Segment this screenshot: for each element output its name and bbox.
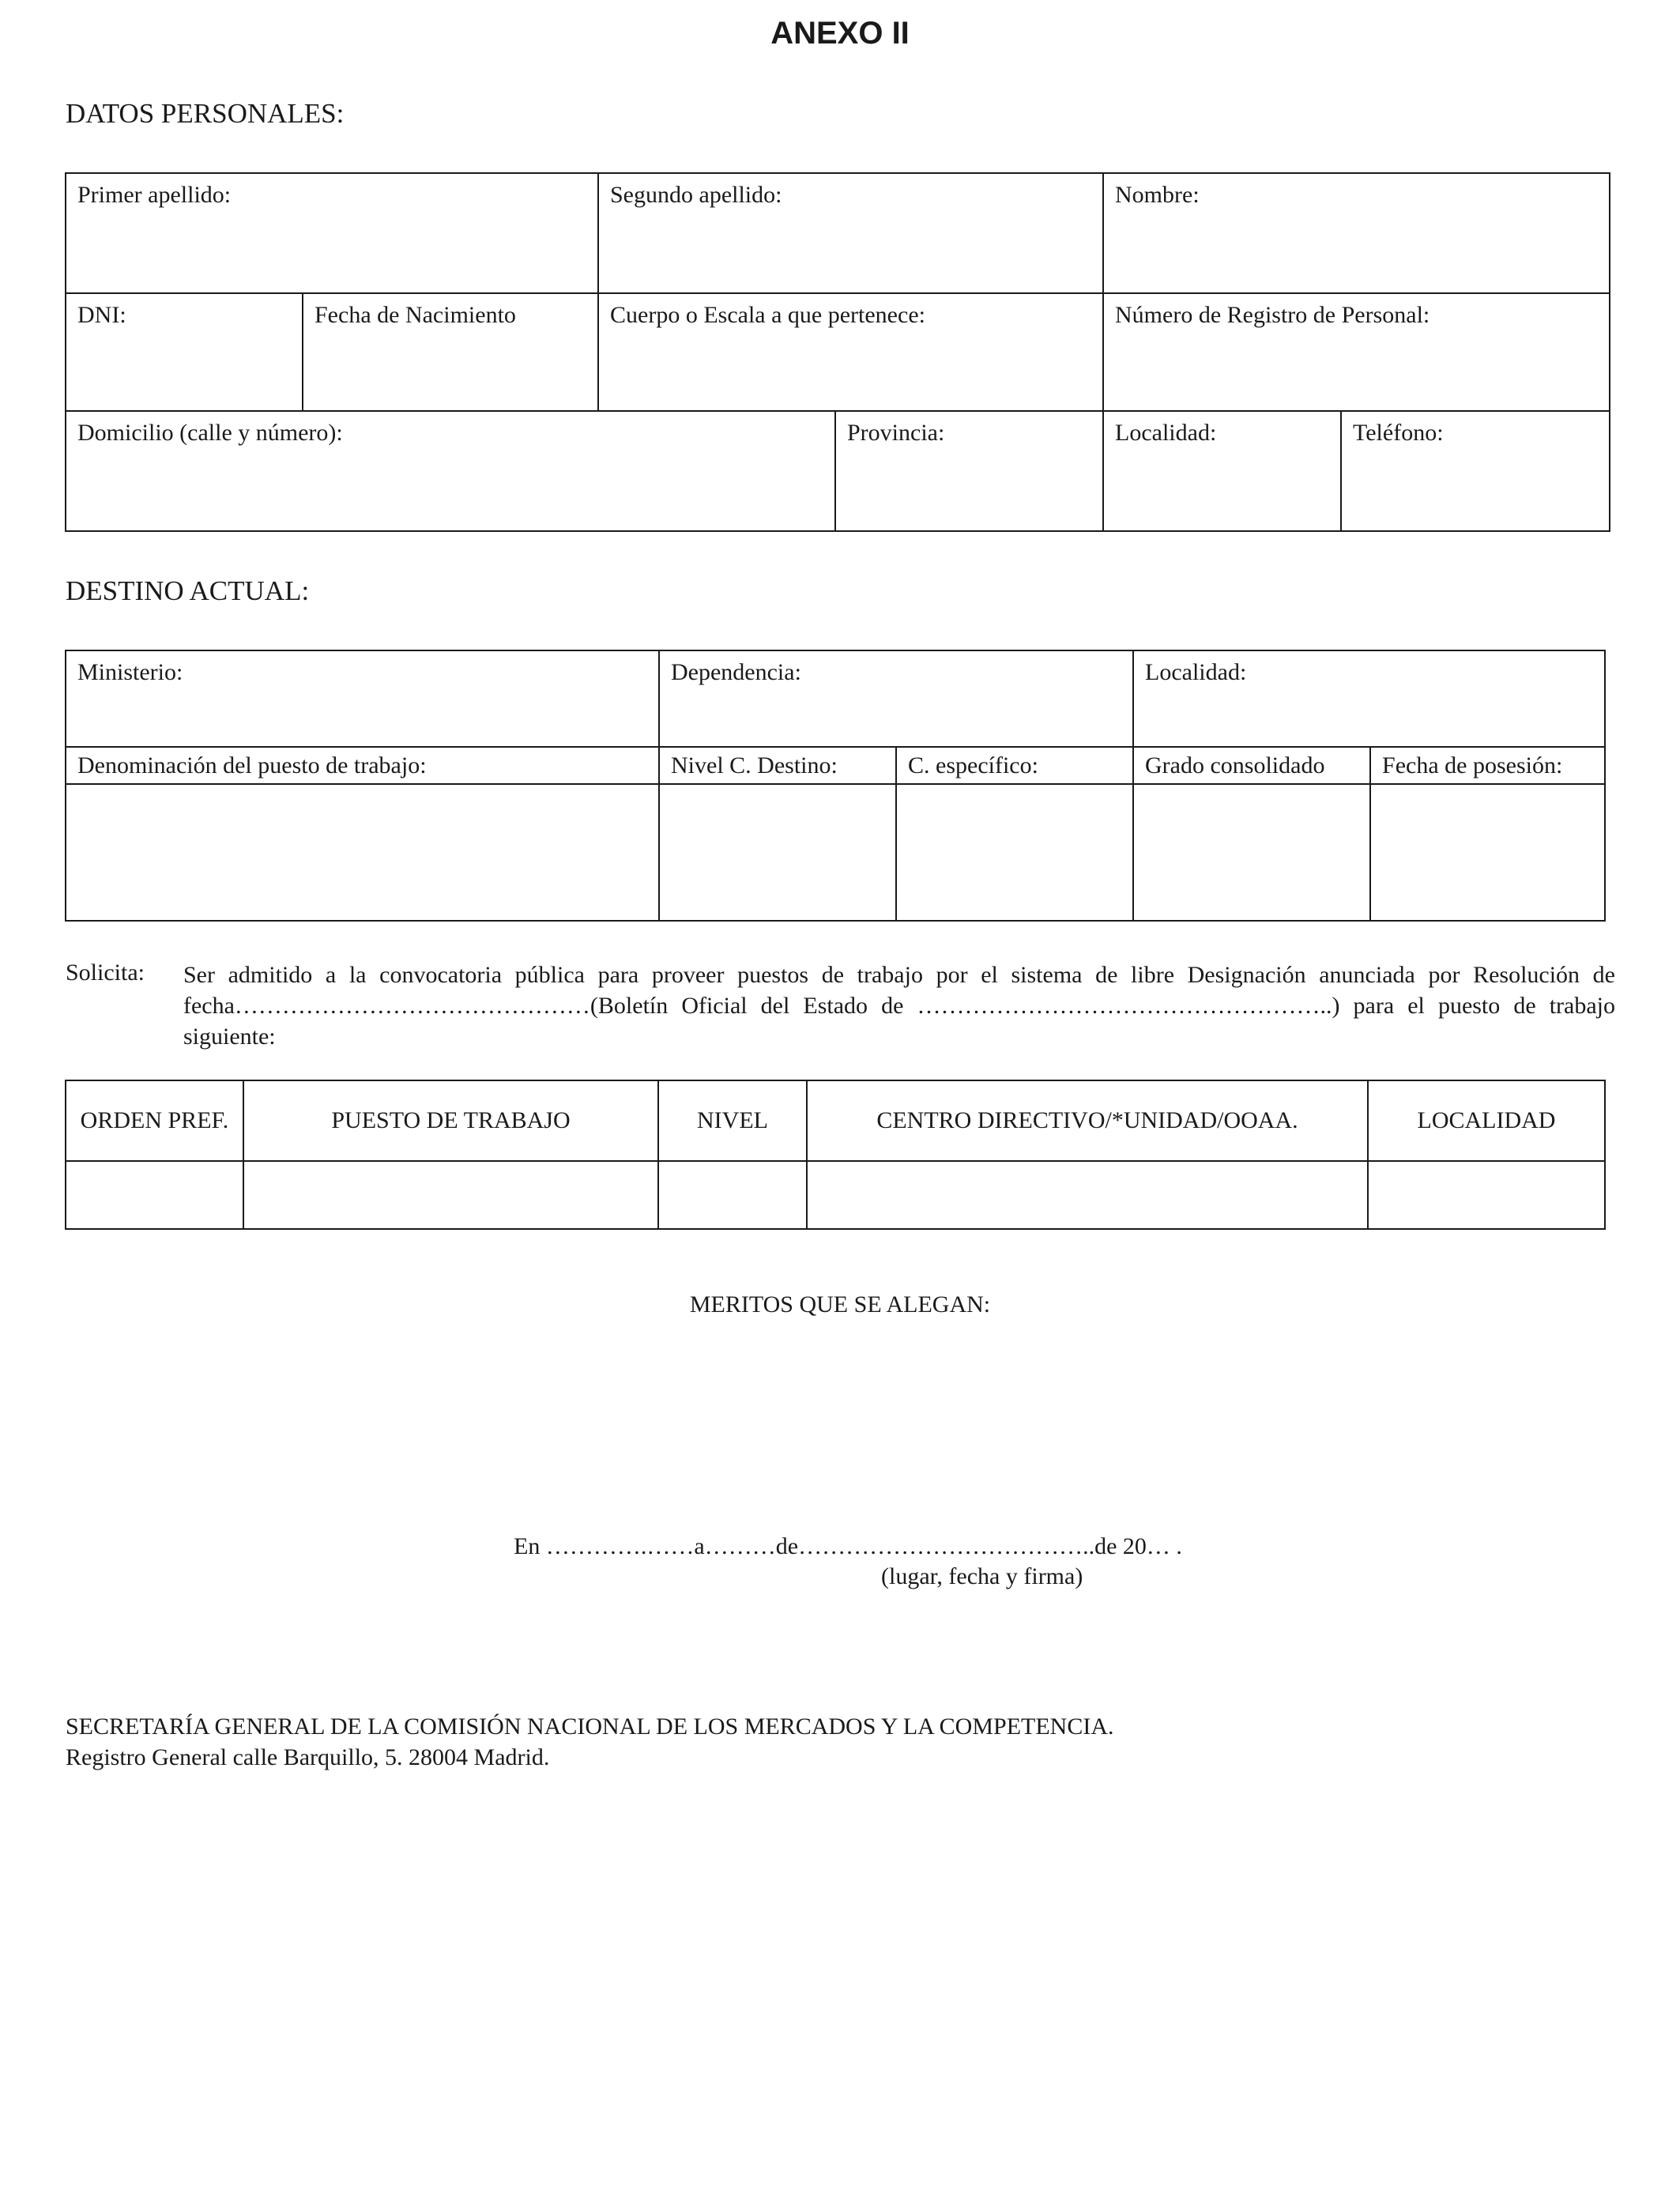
col-header-localidad: LOCALIDAD <box>1368 1080 1605 1161</box>
dni-field[interactable] <box>66 293 303 411</box>
solicita-text: Ser admitido a la convocatoria pública para proveer puestos de trabajo por el sistema de libre Designación anunciada por Resolución de fecha………………………………………(Boletín Oficial del Estado de ……………………………………………..) para el puesto de trabajo siguiente: <box>183 962 1615 1050</box>
cuerpo-escala-label: Cuerpo o Escala a que pertenece: <box>610 302 925 328</box>
primer-apellido-label: Primer apellido: <box>77 182 232 208</box>
col-header-centro: CENTRO DIRECTIVO/*UNIDAD/OOAA. <box>807 1080 1368 1161</box>
nombre-label: Nombre: <box>1115 182 1200 208</box>
orden-cell[interactable] <box>66 1161 243 1229</box>
cuerpo-escala-field[interactable] <box>598 293 1103 411</box>
destino-localidad-label: Localidad: <box>1145 659 1247 685</box>
segundo-apellido-field[interactable] <box>598 173 1103 293</box>
datos-personales-heading: DATOS PERSONALES: <box>66 98 345 129</box>
puesto-cell[interactable] <box>243 1161 658 1229</box>
table-row <box>66 1161 1605 1229</box>
puestos-table <box>65 1080 1606 1230</box>
destino-actual-table <box>65 650 1606 922</box>
telefono-label: Teléfono: <box>1353 420 1444 446</box>
solicita-label: Solicita: <box>66 959 145 986</box>
numero-registro-label: Número de Registro de Personal: <box>1115 302 1430 328</box>
dependencia-field[interactable] <box>659 650 1133 747</box>
localidad-cell[interactable] <box>1368 1161 1605 1229</box>
destino-localidad-field[interactable] <box>1133 650 1605 747</box>
localidad-label: Localidad: <box>1115 420 1217 446</box>
page-title: ANEXO II <box>770 16 910 51</box>
col-header-nivel: NIVEL <box>658 1080 807 1161</box>
grado-input[interactable] <box>1133 784 1370 921</box>
numero-registro-field[interactable] <box>1103 293 1610 411</box>
ministerio-label: Ministerio: <box>77 659 183 685</box>
nivel-destino-header: Nivel C. Destino: <box>659 747 896 784</box>
especifico-input[interactable] <box>896 784 1133 921</box>
footer-organization: SECRETARÍA GENERAL DE LA COMISIÓN NACIONAL DE LOS MERCADOS Y LA COMPETENCIA. <box>66 1713 1114 1740</box>
col-header-orden: ORDEN PREF. <box>66 1080 243 1161</box>
dni-label: DNI: <box>77 302 126 328</box>
meritos-heading: MERITOS QUE SE ALEGAN: <box>689 1291 991 1318</box>
fecha-nacimiento-field[interactable] <box>303 293 598 411</box>
col-header-puesto: PUESTO DE TRABAJO <box>243 1080 658 1161</box>
especifico-header: C. específico: <box>896 747 1133 784</box>
destino-actual-heading: DESTINO ACTUAL: <box>66 575 310 606</box>
denominacion-header: Denominación del puesto de trabajo: <box>66 747 659 784</box>
footer-address: Registro General calle Barquillo, 5. 28004 Madrid. <box>66 1744 550 1770</box>
denominacion-input[interactable] <box>66 784 659 921</box>
fecha-posesion-header: Fecha de posesión: <box>1370 747 1605 784</box>
telefono-field[interactable] <box>1341 411 1610 531</box>
nivel-destino-input[interactable] <box>659 784 896 921</box>
segundo-apellido-label: Segundo apellido: <box>610 182 782 208</box>
fecha-nacimiento-label: Fecha de Nacimiento <box>315 302 516 328</box>
nivel-cell[interactable] <box>658 1161 807 1229</box>
datos-personales-table <box>65 172 1610 532</box>
domicilio-field[interactable] <box>66 411 835 531</box>
centro-cell[interactable] <box>807 1161 1368 1229</box>
primer-apellido-field[interactable] <box>66 173 598 293</box>
provincia-field[interactable] <box>835 411 1103 531</box>
signature-hint: (lugar, fecha y firma) <box>881 1563 1083 1589</box>
domicilio-label: Domicilio (calle y número): <box>77 420 343 446</box>
signature-date-line: En ………….……a………de………………………………..de 20… . <box>514 1533 1182 1559</box>
fecha-posesion-input[interactable] <box>1370 784 1605 921</box>
nombre-field[interactable] <box>1103 173 1610 293</box>
dependencia-label: Dependencia: <box>671 659 801 685</box>
grado-header: Grado consolidado <box>1133 747 1370 784</box>
localidad-field[interactable] <box>1103 411 1341 531</box>
ministerio-field[interactable] <box>66 650 659 747</box>
provincia-label: Provincia: <box>847 420 945 446</box>
